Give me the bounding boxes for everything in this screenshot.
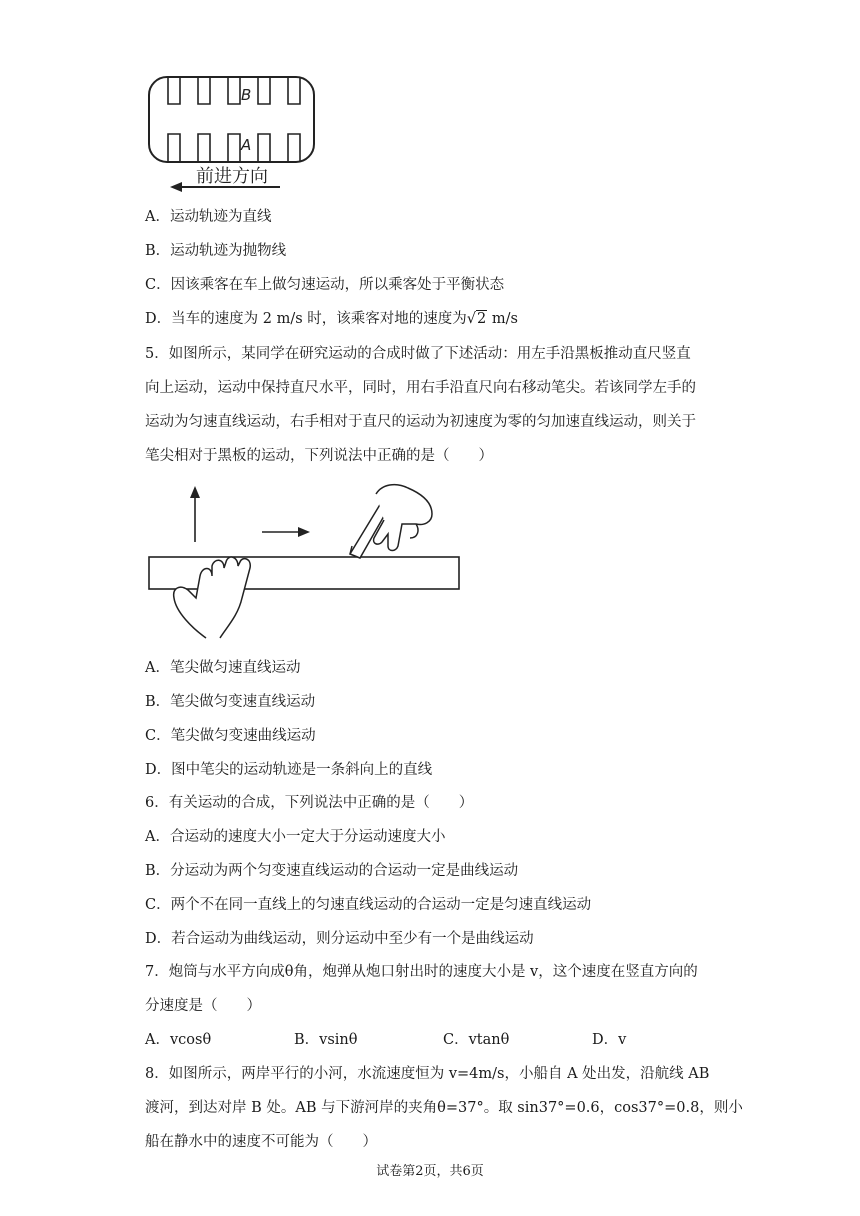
- q4-option-d-text: D．当车的速度为 2 m/s 时，该乘客对地的速度为: [145, 311, 467, 327]
- q6-option-b: B．分运动为两个匀变速直线运动的合运动一定是曲线运动: [145, 863, 519, 879]
- q7-option-b: B．vsinθ: [294, 1032, 358, 1048]
- bus-outline: [149, 77, 314, 162]
- q8-stem-line-3: 船在静水中的速度不可能为（ ）: [145, 1134, 377, 1150]
- q4-option-a: A．运动轨迹为直线: [145, 209, 272, 225]
- q8-stem-line-2: 渡河，到达对岸 B 处。AB 与下游河岸的夹角θ=37°。取 sin37°=0.6，cos37°=0.8，则小: [145, 1100, 743, 1116]
- direction-label: 前进方向: [196, 166, 268, 187]
- label-a: A: [241, 136, 252, 154]
- q5-stem-line-1: 5．如图所示，某同学在研究运动的合成时做了下述活动：用左手沿黑板推动直尺竖直: [145, 346, 691, 362]
- seats-bottom: [168, 134, 300, 162]
- left-hand-icon: [174, 557, 251, 638]
- q4-option-b: B．运动轨迹为抛物线: [145, 243, 287, 259]
- q4-option-d-unit: m/s: [487, 311, 518, 327]
- q7-option-d: D．v: [592, 1032, 627, 1048]
- page-footer: 试卷第2页，共6页: [376, 1164, 484, 1179]
- q8-stem-line-1: 8．如图所示，两岸平行的小河，水流速度恒为 v=4m/s，小船自 A 处出发，沿航线 AB: [145, 1066, 710, 1082]
- q6-option-c: C．两个不在同一直线上的匀速直线运动的合运动一定是匀速直线运动: [145, 897, 592, 913]
- seats-top: [168, 77, 300, 104]
- q5-option-c: C．笔尖做匀变速曲线运动: [145, 728, 316, 744]
- q5-option-d: D．图中笔尖的运动轨迹是一条斜向上的直线: [145, 762, 433, 778]
- q7-option-c: C．vtanθ: [443, 1032, 510, 1048]
- bus-figure: [140, 70, 330, 195]
- q7-stem-line-2: 分速度是（ ）: [145, 998, 261, 1014]
- up-arrow: [190, 486, 200, 542]
- q6-stem: 6．有关运动的合成，下列说法中正确的是（ ）: [145, 795, 474, 811]
- right-arrow: [262, 527, 310, 537]
- q5-stem-line-2: 向上运动，运动中保持直尺水平，同时，用右手沿直尺向右移动笔尖。若该同学左手的: [145, 380, 696, 396]
- pen-hand-icon: [350, 485, 432, 558]
- q5-stem-line-3: 运动为匀速直线运动，右手相对于直尺的运动为初速度为零的匀加速直线运动，则关于: [145, 414, 696, 430]
- q5-stem-line-4: 笔尖相对于黑板的运动，下列说法中正确的是（ ）: [145, 448, 493, 464]
- q5-option-a: A．笔尖做匀速直线运动: [145, 660, 301, 676]
- q5-option-b: B．笔尖做匀变速直线运动: [145, 694, 316, 710]
- sqrt-radicand: 2: [477, 311, 487, 327]
- sqrt-symbol: √2: [466, 311, 487, 327]
- q4-option-d: [145, 309, 518, 329]
- ruler-hands-figure: [140, 480, 470, 640]
- label-b: B: [241, 86, 252, 104]
- q4-option-c: C．因该乘客在车上做匀速运动，所以乘客处于平衡状态: [145, 277, 505, 293]
- q6-option-d: D．若合运动为曲线运动，则分运动中至少有一个是曲线运动: [145, 931, 534, 947]
- q7-stem-line-1: 7．炮筒与水平方向成θ角，炮弹从炮口射出时的速度大小是 v，这个速度在竖直方向的: [145, 964, 698, 980]
- q6-option-a: A．合运动的速度大小一定大于分运动速度大小: [145, 829, 446, 845]
- q7-option-a: A．vcosθ: [145, 1032, 212, 1048]
- ruler: [149, 557, 459, 589]
